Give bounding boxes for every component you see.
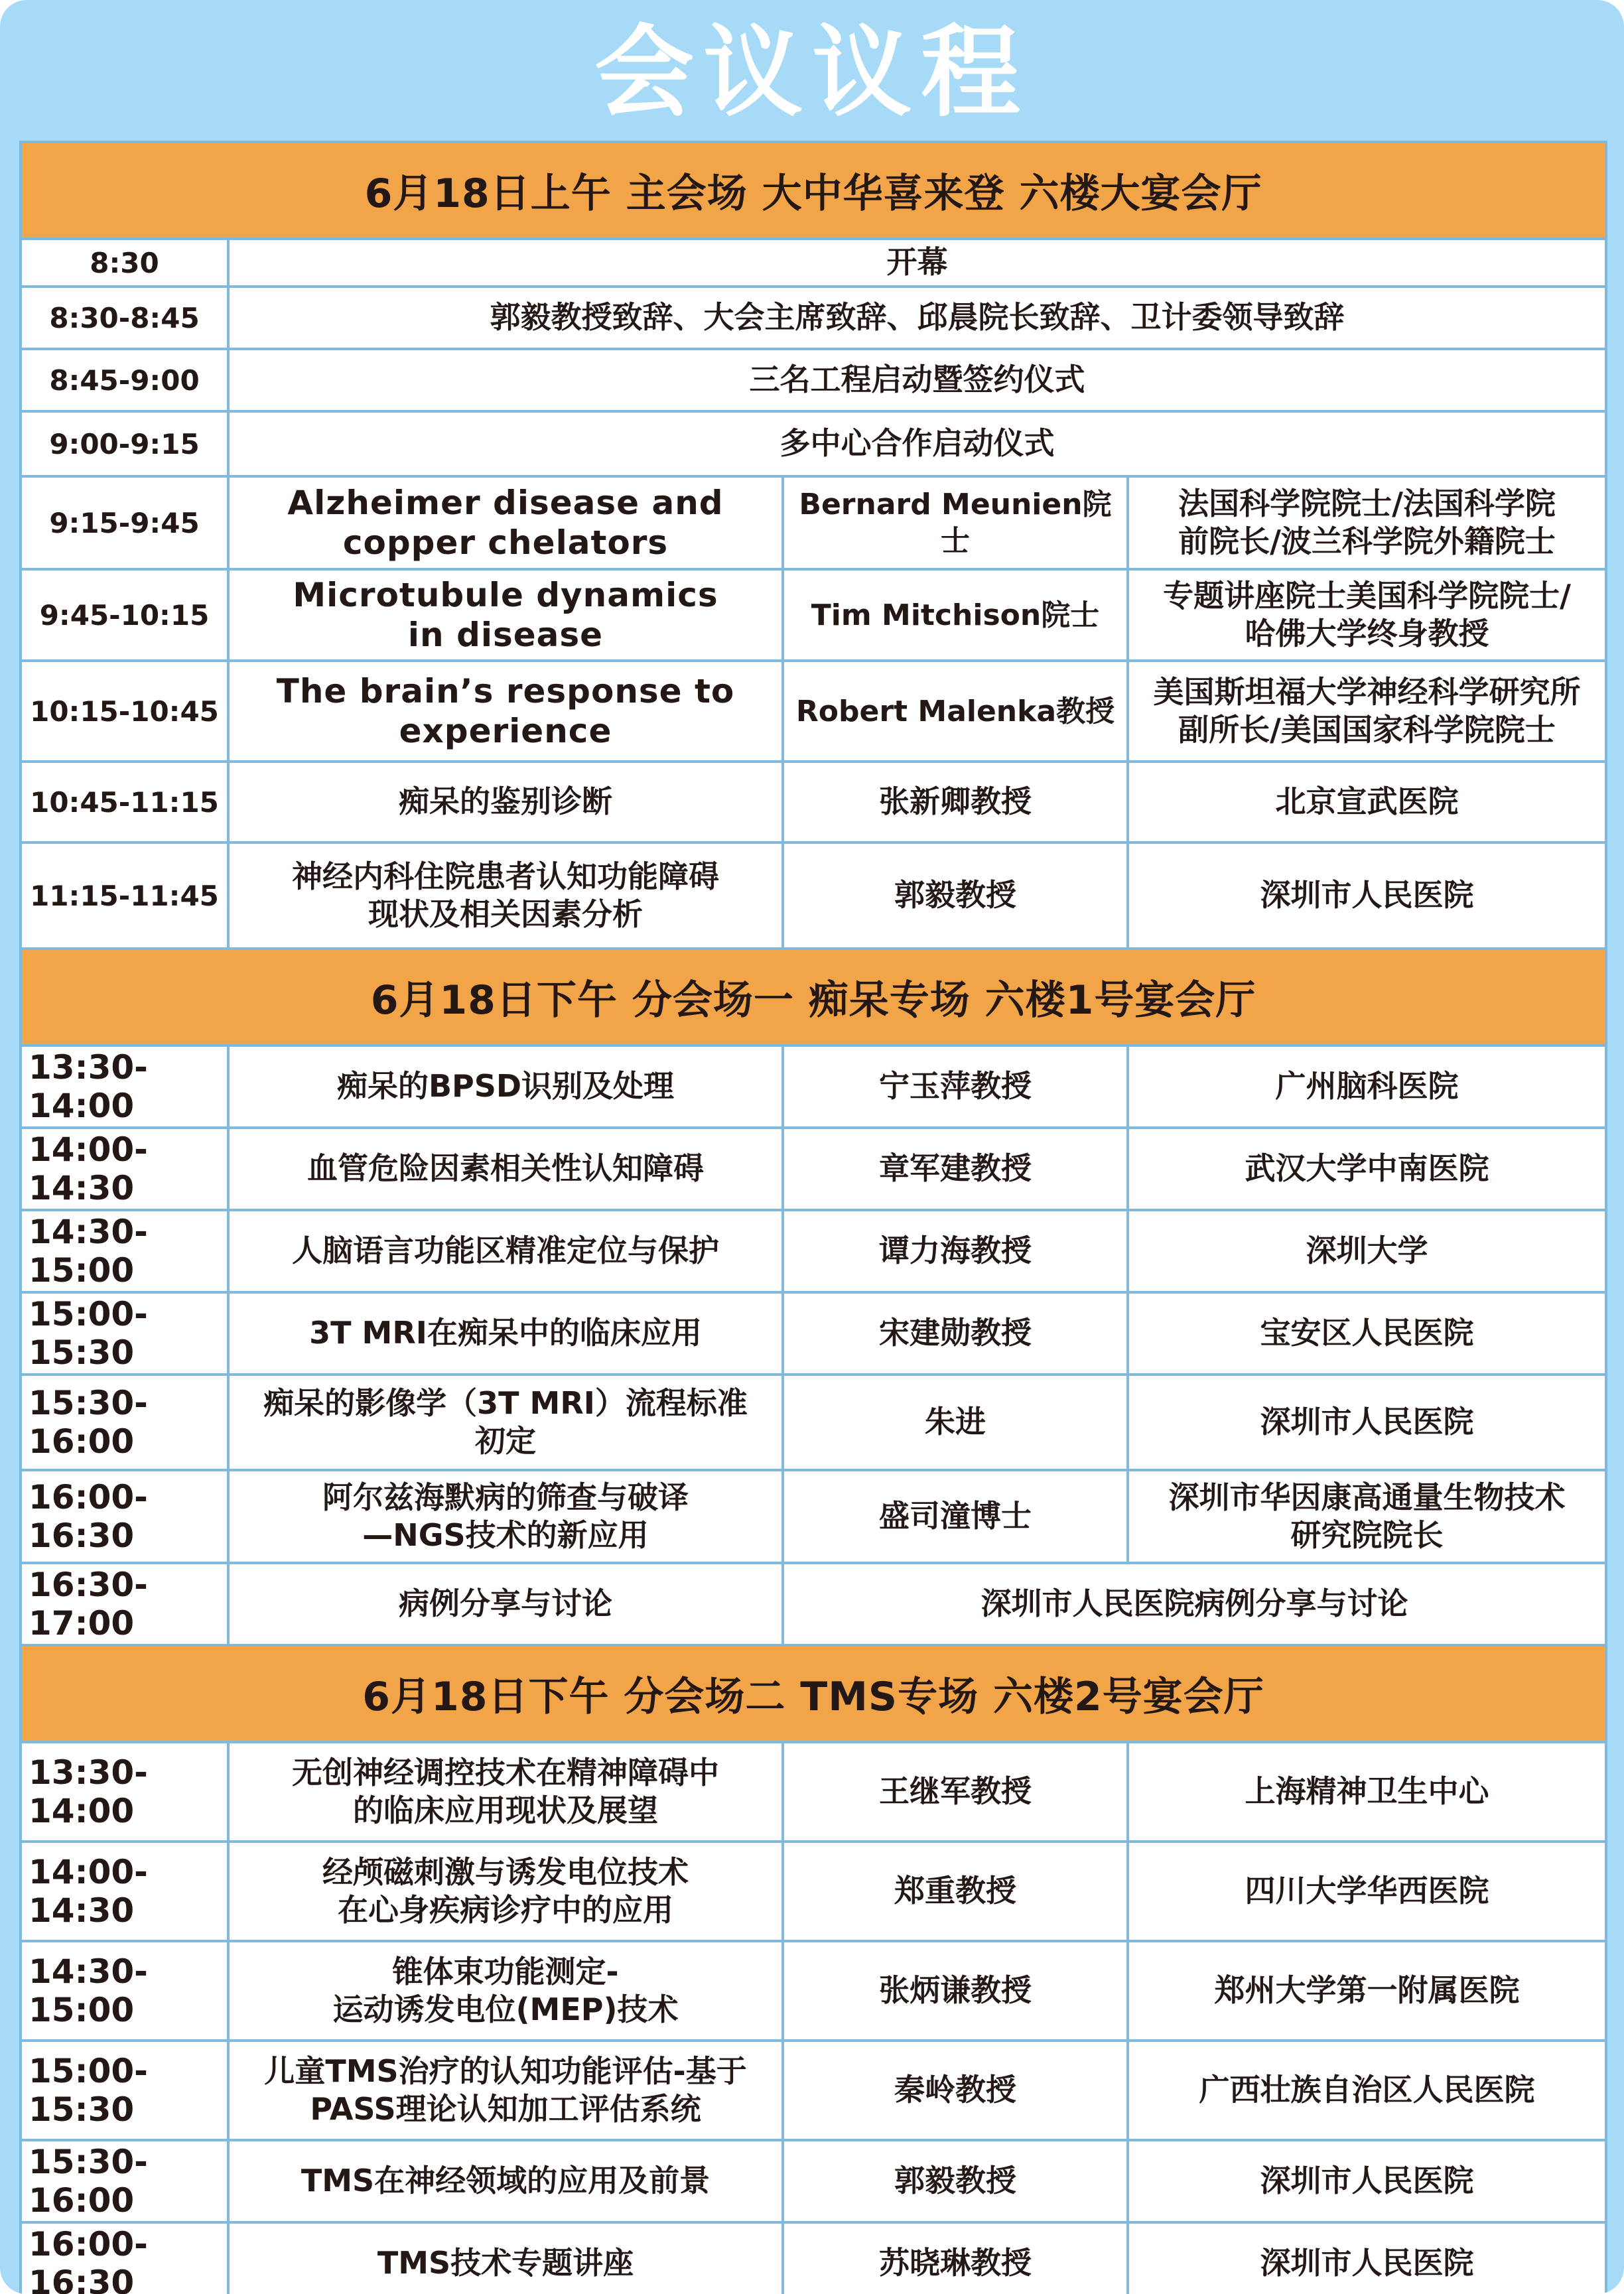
affiliation-cell: 深圳市人民医院 — [1128, 1375, 1606, 1470]
table-row — [21, 569, 1606, 661]
case-discussion-cell: 深圳市人民医院病例分享与讨论 — [783, 1563, 1606, 1645]
speaker-cell: 宋建勋教授 — [783, 1292, 1128, 1375]
speaker-cell: Bernard Meunien院士 — [783, 476, 1128, 569]
speaker-cell: Robert Malenka教授 — [783, 661, 1128, 762]
topic-cell: 人脑语言功能区精准定位与保护 — [228, 1210, 783, 1292]
session-header: 6月18日下午 分会场一 痴呆专场 六楼1号宴会厅 — [21, 949, 1606, 1046]
affiliation-cell: 郑州大学第一附属医院 — [1128, 1941, 1606, 2041]
speaker-cell: 苏晓琳教授 — [783, 2222, 1128, 2294]
speaker-cell: 张新卿教授 — [783, 762, 1128, 843]
time-cell: 15:30-16:00 — [21, 1375, 228, 1470]
time-cell: 14:00-14:30 — [21, 1128, 228, 1210]
time-cell: 8:30-8:45 — [21, 287, 228, 349]
affiliation-cell: 深圳市华因康高通量生物技术 研究院院长 — [1128, 1470, 1606, 1563]
topic-cell: 病例分享与讨论 — [228, 1563, 783, 1645]
table-row — [21, 1742, 1606, 1842]
session-header: 6月18日下午 分会场二 TMS专场 六楼2号宴会厅 — [21, 1645, 1606, 1742]
table-row — [21, 1046, 1606, 1128]
session-header-row — [21, 142, 1606, 239]
time-cell: 13:30-14:00 — [21, 1046, 228, 1128]
time-cell: 14:30-15:00 — [21, 1210, 228, 1292]
topic-cell: 痴呆的鉴别诊断 — [228, 762, 783, 843]
table-row — [21, 287, 1606, 349]
table-row — [21, 1941, 1606, 2041]
time-cell: 8:45-9:00 — [21, 349, 228, 411]
session-header-row — [21, 1645, 1606, 1742]
speaker-cell: 郭毅教授 — [783, 2140, 1128, 2222]
speaker-cell: 秦岭教授 — [783, 2041, 1128, 2140]
table-row — [21, 349, 1606, 411]
speaker-cell: 张炳谦教授 — [783, 1941, 1128, 2041]
affiliation-cell: 深圳市人民医院 — [1128, 2222, 1606, 2294]
time-cell: 16:00-16:30 — [21, 1470, 228, 1563]
session-header-row — [21, 949, 1606, 1046]
table-row — [21, 843, 1606, 949]
table-row — [21, 762, 1606, 843]
event-cell: 开幕 — [228, 239, 1606, 287]
time-cell: 9:45-10:15 — [21, 569, 228, 661]
affiliation-cell: 深圳市人民医院 — [1128, 843, 1606, 949]
topic-cell: 锥体束功能测定- 运动诱发电位(MEP)技术 — [228, 1941, 783, 2041]
time-cell: 9:00-9:15 — [21, 411, 228, 476]
affiliation-cell: 法国科学院院士/法国科学院 前院长/波兰科学院外籍院士 — [1128, 476, 1606, 569]
table-row — [21, 1563, 1606, 1645]
time-cell: 15:00-15:30 — [21, 2041, 228, 2140]
time-cell: 14:00-14:30 — [21, 1842, 228, 1941]
topic-cell: Microtubule dynamics in disease — [228, 569, 783, 661]
topic-cell: Alzheimer disease and copper chelators — [228, 476, 783, 569]
speaker-cell: 郭毅教授 — [783, 843, 1128, 949]
affiliation-cell: 深圳市人民医院 — [1128, 2140, 1606, 2222]
affiliation-cell: 广州脑科医院 — [1128, 1046, 1606, 1128]
time-cell: 16:30-17:00 — [21, 1563, 228, 1645]
topic-cell: 阿尔兹海默病的筛查与破译 —NGS技术的新应用 — [228, 1470, 783, 1563]
speaker-cell: 盛司潼博士 — [783, 1470, 1128, 1563]
time-cell: 8:30 — [21, 239, 228, 287]
topic-cell: The brain’s response to experience — [228, 661, 783, 762]
affiliation-cell: 武汉大学中南医院 — [1128, 1128, 1606, 1210]
table-row — [21, 1128, 1606, 1210]
speaker-cell: 朱进 — [783, 1375, 1128, 1470]
speaker-cell: 王继军教授 — [783, 1742, 1128, 1842]
affiliation-cell: 专题讲座院士美国科学院院士/ 哈佛大学终身教授 — [1128, 569, 1606, 661]
topic-cell: 儿童TMS治疗的认知功能评估-基于 PASS理论认知加工评估系统 — [228, 2041, 783, 2140]
affiliation-cell: 美国斯坦福大学神经科学研究所 副所长/美国国家科学院院士 — [1128, 661, 1606, 762]
speaker-cell: 宁玉萍教授 — [783, 1046, 1128, 1128]
table-row — [21, 2222, 1606, 2294]
time-cell: 15:00-15:30 — [21, 1292, 228, 1375]
table-row — [21, 2140, 1606, 2222]
table-row — [21, 1292, 1606, 1375]
table-row — [21, 2041, 1606, 2140]
time-cell: 16:00-16:30 — [21, 2222, 228, 2294]
session-header: 6月18日上午 主会场 大中华喜来登 六楼大宴会厅 — [21, 142, 1606, 239]
topic-cell: 3T MRI在痴呆中的临床应用 — [228, 1292, 783, 1375]
agenda-table — [19, 141, 1607, 2294]
speaker-cell: 郑重教授 — [783, 1842, 1128, 1941]
time-cell: 11:15-11:45 — [21, 843, 228, 949]
speaker-cell: 谭力海教授 — [783, 1210, 1128, 1292]
affiliation-cell: 宝安区人民医院 — [1128, 1292, 1606, 1375]
topic-cell: 痴呆的影像学（3T MRI）流程标准 初定 — [228, 1375, 783, 1470]
affiliation-cell: 上海精神卫生中心 — [1128, 1742, 1606, 1842]
table-row — [21, 1210, 1606, 1292]
topic-cell: 无创神经调控技术在精神障碍中 的临床应用现状及展望 — [228, 1742, 783, 1842]
time-cell: 13:30-14:00 — [21, 1742, 228, 1842]
table-row — [21, 411, 1606, 476]
table-row — [21, 1375, 1606, 1470]
table-row — [21, 1470, 1606, 1563]
topic-cell: 痴呆的BPSD识别及处理 — [228, 1046, 783, 1128]
affiliation-cell: 四川大学华西医院 — [1128, 1842, 1606, 1941]
table-row — [21, 1842, 1606, 1941]
time-cell: 9:15-9:45 — [21, 476, 228, 569]
time-cell: 10:45-11:15 — [21, 762, 228, 843]
affiliation-cell: 深圳大学 — [1128, 1210, 1606, 1292]
topic-cell: 血管危险因素相关性认知障碍 — [228, 1128, 783, 1210]
event-cell: 郭毅教授致辞、大会主席致辞、邱晨院长致辞、卫计委领导致辞 — [228, 287, 1606, 349]
table-row — [21, 476, 1606, 569]
time-cell: 15:30-16:00 — [21, 2140, 228, 2222]
table-row — [21, 661, 1606, 762]
speaker-cell: 章军建教授 — [783, 1128, 1128, 1210]
topic-cell: 经颅磁刺激与诱发电位技术 在心身疾病诊疗中的应用 — [228, 1842, 783, 1941]
event-cell: 多中心合作启动仪式 — [228, 411, 1606, 476]
topic-cell: 神经内科住院患者认知功能障碍 现状及相关因素分析 — [228, 843, 783, 949]
table-row — [21, 239, 1606, 287]
speaker-cell: Tim Mitchison院士 — [783, 569, 1128, 661]
time-cell: 14:30-15:00 — [21, 1941, 228, 2041]
topic-cell: TMS在神经领域的应用及前景 — [228, 2140, 783, 2222]
affiliation-cell: 北京宣武医院 — [1128, 762, 1606, 843]
topic-cell: TMS技术专题讲座 — [228, 2222, 783, 2294]
affiliation-cell: 广西壮族自治区人民医院 — [1128, 2041, 1606, 2140]
page-title: 会议议程 — [594, 15, 1030, 131]
time-cell: 10:15-10:45 — [21, 661, 228, 762]
event-cell: 三名工程启动暨签约仪式 — [228, 349, 1606, 411]
